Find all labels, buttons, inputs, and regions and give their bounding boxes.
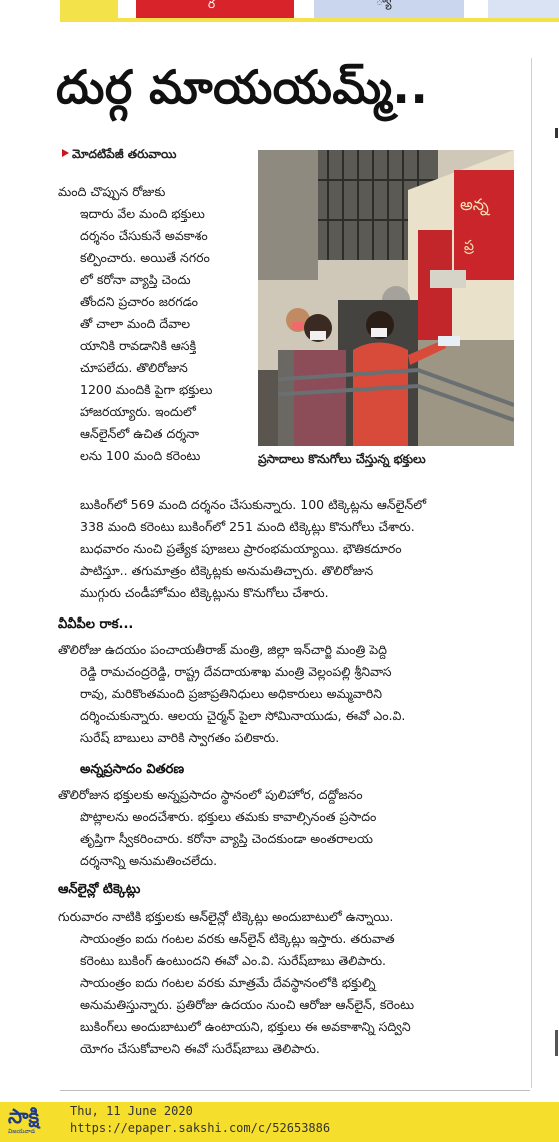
edge-mark [555,128,558,138]
byline-text: మోదటిపేజీ తరువాయి [72,147,177,161]
top-strip-gap [294,0,314,18]
footer-rule [60,1090,530,1091]
subheading: అన్నప్రసాదం వితరణ [80,762,185,777]
top-strip-gap [118,0,136,18]
edge-mark [555,1030,558,1056]
footer-url-link[interactable]: https://epaper.sakshi.com/c/52653886 [70,1121,331,1135]
body-line: గురువారం నాటికి భక్తులకు ఆన్‌లైన్లో టిక్కెట్లు అందుబాటులో ఉన్నాయి. [58,909,394,924]
subheading: ఆన్‌లైన్లో టిక్కెట్లు [58,882,141,897]
article-photo [258,150,514,446]
body-line: తొలిరోజు ఉదయం పంచాయతీరాజ్ మంత్రి, జిల్లా ఇన్‌చార్జి మంత్రి పెద్ది [58,642,387,657]
top-strip-blue-glyph: ్యా [376,0,392,8]
body-line: మంది చొప్పున రోజుకు [58,184,166,199]
body-line: పాటిస్తూ.. తగుమాత్రం టిక్కెట్లకు అనుమతిచ్చారు. తొలిరోజున [80,563,374,578]
top-strip-red-tab [136,0,294,18]
body-line: లను 100 మంది కరెంటు [80,448,201,463]
top-strip-blue-tab [314,0,464,18]
body-line: కల్పించారు. అయితే నగరం [80,250,210,265]
body-line: ఇదారు వేల మంది భక్తులు [80,206,205,221]
photo-sign-text-2: ప్ర [464,238,474,254]
body-line: యానికి రావడానికి ఆసక్తి [80,338,197,353]
body-line: తృప్తిగా స్వీకరించారు. కరోనా వ్యాప్తి చెందకుండా అంతరాలయ [80,831,373,846]
byline-marker-icon [62,149,69,157]
photo-caption: ప్రసాదాలు కొనుగోలు చేస్తున్న భక్తులు [258,452,426,466]
body-line: 1200 మందికి పైగా భక్తులు [80,382,213,397]
body-line: కరెంటు బుకింగ్ ఉంటుందని ఈవో ఎం.వి. సురేష్‌బాబు తెలిపారు. [80,953,386,968]
body-line: బుధవారం నుంచి ప్రత్యేక పూజలు ప్రారంభమయ్యాయి. భౌతికదూరం [80,541,402,556]
article-body-narrow [58,181,253,467]
article-body-paragraph [58,906,528,1060]
body-line: చూపలేదు. తొలిరోజున [80,360,188,375]
body-line: యోగం చేసుకోవాలని ఈవో సురేష్‌బాబు తెలిపారు. [80,1041,320,1056]
article-body-paragraph [58,494,528,604]
body-line: లో కరోనా వ్యాప్తి చెందు [80,272,191,287]
body-line: హాజరయ్యారు. ఇందులో [80,404,196,419]
body-line: తోందని ప్రచారం జరగడం [80,294,198,309]
sakshi-logo-tagline: విజయవాడ [8,1128,36,1135]
body-line: దర్శనాన్ని అనుమతించలేదు. [80,853,218,868]
column-rule [531,58,532,1088]
body-line: దర్శించుకున్నారు. ఆలయ చైర్మన్ పైలా సోమినాయుడు, ఈవో ఎం.వి. [80,708,406,723]
sakshi-logo: సాక్షి [8,1104,40,1128]
body-line: తో చాలా మంది దేవాల [80,316,191,331]
body-line: తొలిరోజున భక్తులకు అన్నప్రసాదం స్థానంలో పులిహోర, దద్దోజనం [58,787,363,802]
article-body-paragraph [58,784,528,872]
body-line: దర్శనం చేసుకునే అవకాశం [80,228,208,243]
body-line: బుకింగ్‌లో 569 మంది దర్శనం చేసుకున్నారు. 100 టిక్కెట్లను ఆన్‌లైన్‌లో [80,497,427,512]
body-line: రెడ్డి రామచంద్రరెడ్డి, రాష్ట్ర దేవదాయశాఖ మంత్రి వెల్లంపల్లి శ్రీనివాస [80,664,392,679]
body-line: రావు, మరికొంతమంది ప్రజాప్రతినిధులు అధికారులు అమ్మవారిని [80,686,383,701]
body-line: అనుమతిస్తున్నారు. ప్రతిరోజు ఉదయం నుంచి ఆరోజు ఆన్‌లైన్, కరెంటు [80,997,415,1012]
top-strip-red-glyph: ర [208,0,216,11]
article-body-paragraph [58,639,528,749]
body-line: ముగ్గురు చండీహోమం టిక్కెట్లును కొనుగోలు చేశారు. [80,585,329,600]
top-strip-lightblue-tab [488,0,559,18]
subheading: వీవీపీల రాక... [58,617,134,632]
body-line: ఆన్‌లైన్‌లో ఉచిత దర్శనా [80,426,200,441]
body-line: సురేష్ బాబులు వారికి స్వాగతం పలికారు. [80,730,280,745]
top-strip [0,0,559,22]
body-line: పొట్లాలను అందచేశారు. భక్తులు తమకు కావాల్సినంత ప్రసాదం [80,809,377,824]
photo-sign-text: అన్న [460,195,489,214]
body-line: సాయంత్రం ఐదు గంటల వరకు మాత్రమే దేవస్థానంలోకి భక్తుల్ని [80,975,376,990]
body-line: 338 మంది కరెంటు బుకింగ్‌లో 251 మంది టిక్కెట్లు కొనుగోలు చేశారు. [80,519,415,534]
body-line: సాయంత్రం ఐదు గంటల వరకు ఆన్‌లైన్ టిక్కెట్లు ఇస్తారు. తరువాత [80,931,395,946]
byline [62,147,176,164]
footer-date: Thu, 11 June 2020 [70,1104,193,1118]
headline: దుర్గ మాయయమ్మ్.. [56,60,429,114]
top-strip-gap [464,0,488,18]
photo-illustration [258,150,514,446]
body-line: బుకింగ్‌లు అందుబాటులో ఉంటాయని, భక్తులు ఈ అవకాశాన్ని సద్విని [80,1019,411,1034]
